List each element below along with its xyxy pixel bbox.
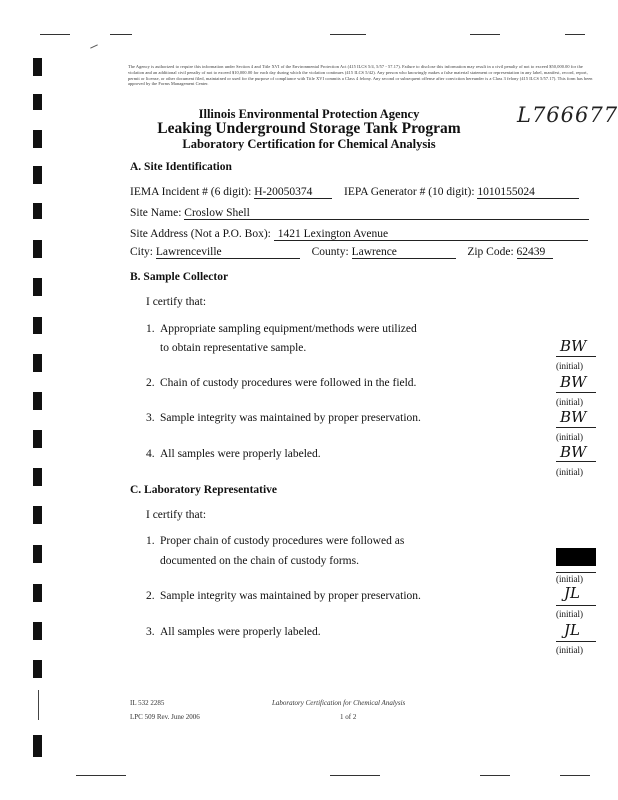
legal-notice: The Agency is authorized to require this information under Section 4 and Title XVI of the Environmental Protection Act (415 ILCS 5/4, 5/57 - 57.17). Failure to disclose this information may result in a civil penalty of not to exceed $50,000.00 for the violation and an additional civil penalty of not to exceed $10,000.00 for each day during which the violation continues (415 ILCS 5/42). Any person who knowingly makes a false material statement or representation in any label, manifest, record, report, permit or license, or other document filed, maintained or used for the purpose of compliance with Title XVI commits a Class 4 felony. Any second or subsequent offense after conviction hereunder is a Class 3 felony (415 ILCS 5/57.17). This form has been approved by the Forms Management Center.: [128, 64, 593, 87]
initial-line: [556, 641, 596, 642]
city-field[interactable]: Lawrenceville: [156, 246, 300, 259]
initial-line: [556, 605, 596, 606]
footer-code: IL 532 2285: [130, 699, 165, 707]
handwritten-log-number: L766677: [517, 103, 618, 127]
collector-initial-3: BW: [560, 408, 587, 426]
initial-label: (initial): [556, 361, 583, 371]
collector-item-1-number: 1.: [146, 323, 155, 335]
zip-field[interactable]: 62439: [517, 246, 553, 259]
collector-item-2-number: 2.: [146, 377, 155, 389]
collector-item-3-text: Sample integrity was maintained by proper preservation.: [160, 412, 421, 424]
initial-label: (initial): [556, 609, 583, 619]
initial-label: (initial): [556, 432, 583, 442]
site-address-label: Site Address (Not a P.O. Box):: [130, 228, 271, 240]
incident-row: [130, 186, 579, 199]
site-address-field[interactable]: 1421 Lexington Avenue: [274, 228, 588, 241]
agency-name: Illinois Environmental Protection Agency: [198, 107, 420, 121]
incident-label: IEMA Incident # (6 digit):: [130, 186, 252, 198]
site-address-row: [130, 228, 588, 241]
site-name-label: Site Name:: [130, 207, 182, 219]
collector-initial-1: BW: [560, 337, 587, 355]
lab-certify-text: I certify that:: [146, 509, 207, 521]
site-name-field[interactable]: Croslow Shell: [184, 207, 589, 220]
redaction-box: [556, 548, 596, 566]
section-c-heading: C. Laboratory Representative: [130, 484, 278, 496]
section-a-heading: A. Site Identification: [130, 161, 232, 173]
collector-item-2-text: Chain of custody procedures were followed in the field.: [160, 377, 417, 389]
section-b-heading: B. Sample Collector: [130, 271, 229, 283]
initial-line: [556, 461, 596, 462]
lab-item-3-number: 3.: [146, 626, 155, 638]
initial-label: (initial): [556, 574, 583, 584]
lab-item-1-number: 1.: [146, 535, 155, 547]
lab-item-2-text: Sample integrity was maintained by proper preservation.: [160, 590, 421, 602]
site-name-row: [130, 207, 589, 220]
lab-item-1-text-cont: documented on the chain of custody forms.: [160, 555, 359, 567]
city-row: [130, 246, 553, 259]
lab-initial-3: JL: [564, 621, 580, 639]
zip-label: Zip Code:: [467, 246, 514, 258]
collector-certify-text: I certify that:: [146, 296, 207, 308]
collector-item-1-text-cont: to obtain representative sample.: [160, 342, 307, 354]
initial-label: (initial): [556, 397, 583, 407]
generator-label: IEPA Generator # (10 digit):: [344, 186, 475, 198]
county-label: County:: [311, 246, 349, 258]
footer-page: 1 of 2: [340, 713, 357, 721]
city-label: City:: [130, 246, 154, 258]
initial-line: [556, 392, 596, 393]
collector-item-3-number: 3.: [146, 412, 155, 424]
program-name: Leaking Underground Storage Tank Program: [157, 120, 461, 137]
footer-title: Laboratory Certification for Chemical Analysis: [272, 699, 406, 707]
collector-initial-4: BW: [560, 443, 587, 461]
initial-label: (initial): [556, 645, 583, 655]
footer-form-number: LPC 509 Rev. June 2006: [130, 713, 200, 721]
generator-field[interactable]: 1010155024: [477, 186, 579, 199]
lab-item-3-text: All samples were properly labeled.: [160, 626, 321, 638]
collector-item-1-text: Appropriate sampling equipment/methods were utilized: [160, 323, 417, 335]
initial-label: (initial): [556, 467, 583, 477]
collector-item-4-number: 4.: [146, 448, 155, 460]
lab-item-2-number: 2.: [146, 590, 155, 602]
lab-item-1-text: Proper chain of custody procedures were followed as: [160, 535, 405, 547]
form-title: Laboratory Certification for Chemical Analysis: [182, 137, 436, 151]
lab-initial-2: JL: [564, 584, 580, 602]
collector-item-4-text: All samples were properly labeled.: [160, 448, 321, 460]
initial-line: [556, 572, 596, 573]
county-field[interactable]: Lawrence: [352, 246, 456, 259]
initial-line: [556, 356, 596, 357]
incident-field[interactable]: H-20050374: [254, 186, 332, 199]
collector-initial-2: BW: [560, 373, 587, 391]
initial-line: [556, 427, 596, 428]
